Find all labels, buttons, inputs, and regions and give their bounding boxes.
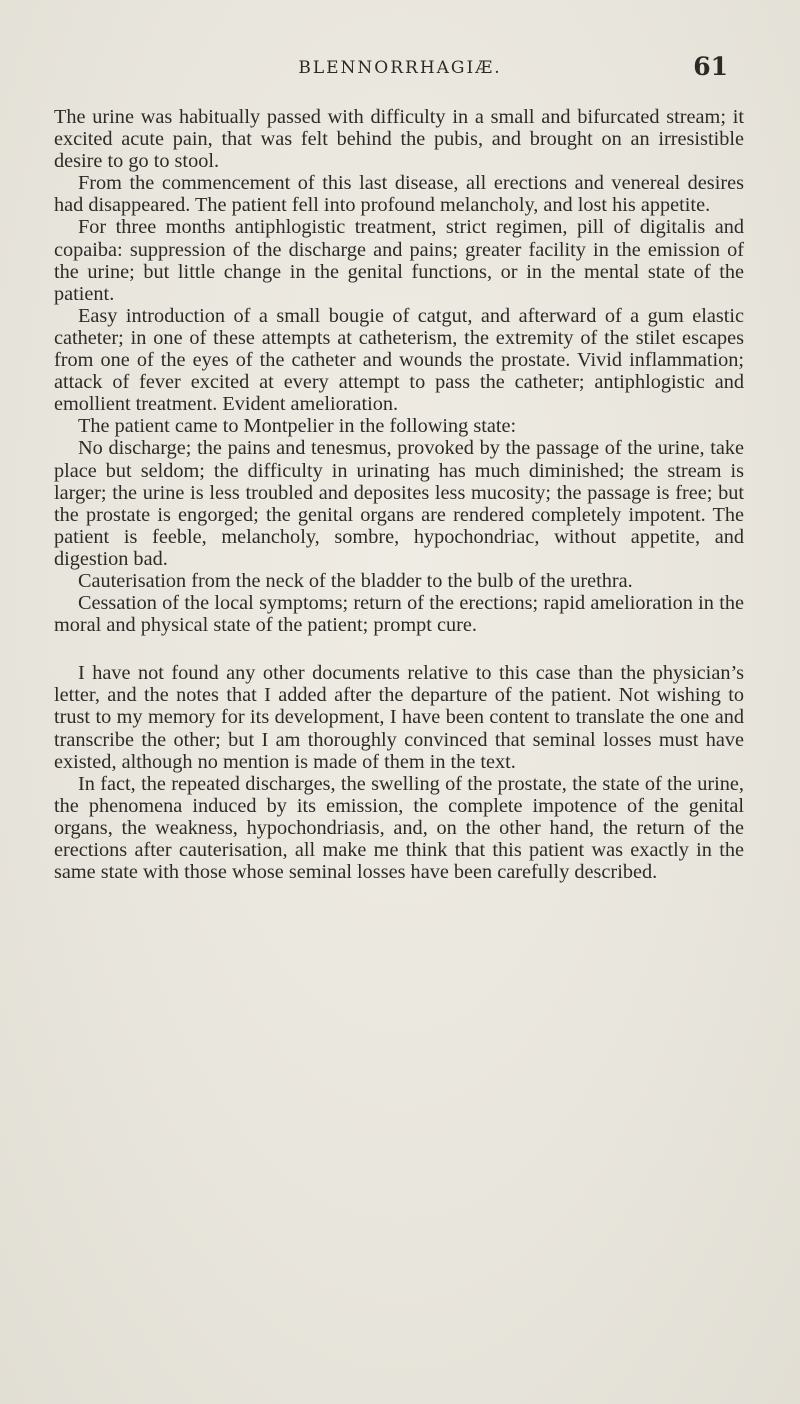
paragraph-2: From the commencement of this last disease, all erections and venereal desires had disappeared. The patient fell into profound melancholy, and lost his appetite.	[54, 172, 744, 217]
paragraph-3: For three months antiphlogistic treatment, strict regimen, pill of digitalis and copaiba: suppression of the discharge and pains; greater facility in the emission of the urine; but little change in the genital functions, or in the mental state of the patient.	[54, 216, 744, 305]
body-text	[54, 106, 744, 883]
paragraph-9: I have not found any other documents relative to this case than the physician’s letter, and the notes that I added after the departure of the patient. Not wishing to trust to my memory for its development, I have been content to translate the one and transcribe the other; but I am thoroughly convinced that seminal losses must have existed, although no mention is made of them in the text.	[54, 662, 744, 773]
page-header	[54, 52, 746, 92]
paragraph-6: No discharge; the pains and tenesmus, provoked by the passage of the urine, take place but seldom; the difficulty in urinating has much diminished; the stream is larger; the urine is less troubled and deposites less mucosity; the passage is free; but the prostate is engorged; the genital organs are rendered completely impotent. The patient is feeble, melancholy, sombre, hypochondriac, without appetite, and digestion bad.	[54, 437, 744, 570]
paragraph-7: Cauterisation from the neck of the bladder to the bulb of the urethra.	[78, 569, 633, 592]
paragraph-8: Cessation of the local symptoms; return of the erections; rapid amelioration in the moral and physical state of the patient; prompt cure.	[54, 592, 744, 637]
page-number: 61	[693, 52, 728, 81]
paragraph-5: The patient came to Montpelier in the following state:	[78, 415, 517, 438]
paragraph-4: Easy introduction of a small bougie of catgut, and afterward of a gum elastic catheter; in one of these attempts at catheterism, the extremity of the stilet escapes from one of the eyes of the catheter and wounds the prostate. Vivid inflammation; attack of fever excited at every attempt to pass the catheter; antiphlogistic and emollient treatment. Evident amelioration.	[54, 304, 744, 416]
paragraph-1: The urine was habitually passed with difficulty in a small and bifurcated stream; it excited acute pain, that was felt behind the pubis, and brought on an irresistible desire to go to stool.	[54, 106, 744, 173]
running-head: BLENNORRHAGIÆ.	[298, 58, 502, 78]
paragraph-10: In fact, the repeated discharges, the swelling of the prostate, the state of the urine, the phenomena induced by its emission, the complete impotence of the genital organs, the weakness, hypochondriasis, and, on the other hand, the return of the erections after cauterisation, all make me think that this patient was exactly in the same state with those whose seminal losses have been carefully described.	[54, 772, 744, 884]
